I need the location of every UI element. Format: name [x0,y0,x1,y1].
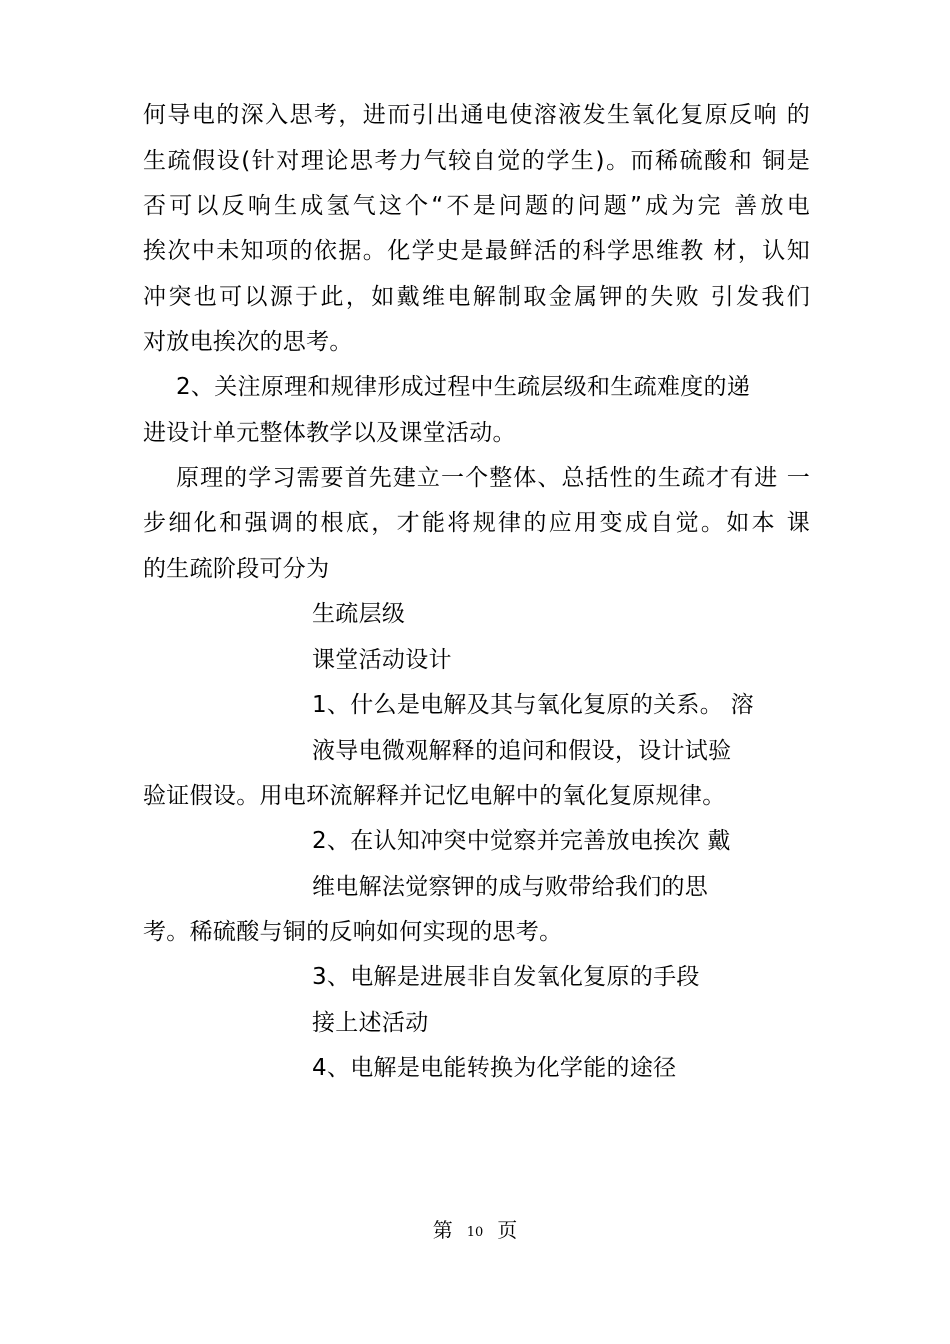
activity-item-3-detail: 接上述活动 [312,1010,429,1036]
activity-item-1-detail: 液导电微观解释的追问和假设，设计试验 [312,738,732,764]
activity-item-2-detail: 考。稀硫酸与铜的反响如何实现的思考。 [143,919,563,945]
activity-item-1-detail: 验证假设。用电环流解释并记忆电解中的氧化复原规律。 [143,783,726,809]
page-number: 10 [466,1225,484,1240]
page-footer [0,1216,950,1247]
body-text-line: 否可以反响生成氢气这个“不是问题的问题”成为完 善放电 [143,193,810,219]
activity-item-2: 2、在认知冲突中觉察并完善放电挨次 戴 [312,828,731,854]
body-text-line: 生疏假设(针对理论思考力气较自觉的学生)。而稀硫酸和 铜是 [143,148,810,174]
section-heading-continued: 进设计单元整体教学以及课堂活动。 [143,420,516,446]
body-text-line: 步细化和强调的根底，才能将规律的应用变成自觉。如本 课 [143,510,810,536]
table-header-activity: 课堂活动设计 [312,647,452,673]
body-text-line: 对放电挨次的思考。 [143,329,353,355]
body-text-line: 的生疏阶段可分为 [143,556,330,582]
page-label-prefix: 第 [432,1218,453,1242]
body-text-line: 何导电的深入思考，进而引出通电使溶液发生氧化复原反响 的 [143,102,810,128]
activity-item-2-detail: 维电解法觉察钾的成与败带给我们的思 [312,874,709,900]
page-label-suffix: 页 [497,1218,518,1242]
activity-item-1: 1、什么是电解及其与氧化复原的关系。 溶 [312,692,754,718]
body-text-line: 原理的学习需要首先建立一个整体、总括性的生疏才有进 一 [176,465,810,491]
table-header-level: 生疏层级 [312,601,406,627]
activity-item-3: 3、电解是进展非自发氧化复原的手段 [312,964,700,990]
body-text-line: 冲突也可以源于此，如戴维电解制取金属钾的失败 引发我们 [143,284,810,310]
activity-item-4: 4、电解是电能转换为化学能的途径 [312,1055,677,1081]
body-text-line: 挨次中未知项的依据。化学史是最鲜活的科学思维教 材，认知 [143,238,810,264]
section-heading: 2、关注原理和规律形成过程中生疏层级和生疏难度的递 [176,374,751,400]
